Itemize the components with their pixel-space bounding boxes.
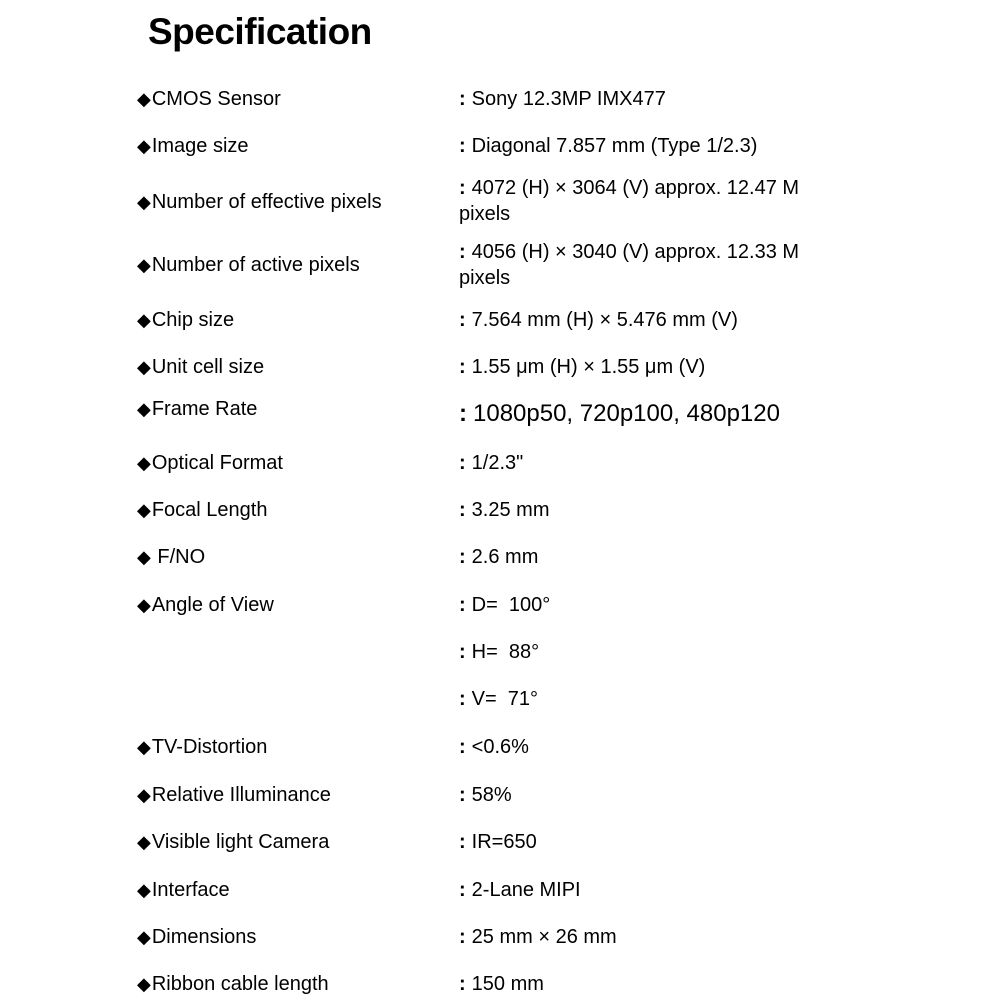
diamond-bullet-icon: ◆ [137,927,151,947]
spec-value: : 4072 (H) × 3064 (V) approx. 12.47 M pixels [459,177,800,225]
spec-value: : 58% [459,784,512,806]
spec-value: : Diagonal 7.857 mm (Type 1/2.3) [459,135,758,157]
spec-value: : H= 88° [459,641,540,663]
spec-label: ◆ F/NO [137,546,206,568]
spec-value: : IR=650 [459,831,537,853]
spec-value: : <0.6% [459,736,529,758]
spec-value: : 2.6 mm [459,546,539,568]
page-title: Specification [148,11,372,52]
diamond-bullet-icon: ◆ [137,595,151,615]
spec-label: ◆Image size [137,135,249,157]
spec-label: ◆Chip size [137,309,235,331]
spec-value: : 1080p50, 720p100, 480p120 [459,400,780,427]
spec-value: : 1.55 μm (H) × 1.55 μm (V) [459,356,706,378]
diamond-bullet-icon: ◆ [137,89,151,109]
spec-value: : 1/2.3" [459,452,524,474]
spec-value: : Sony 12.3MP IMX477 [459,88,666,110]
diamond-bullet-icon: ◆ [137,832,151,852]
spec-label: ◆Focal Length [137,499,268,521]
spec-label: ◆Visible light Camera [137,831,330,853]
diamond-bullet-icon: ◆ [137,500,151,520]
diamond-bullet-icon: ◆ [137,310,151,330]
spec-value: : 3.25 mm [459,499,550,521]
spec-label: ◆Number of effective pixels [137,191,382,213]
spec-label: ◆Frame Rate [137,398,258,420]
diamond-bullet-icon: ◆ [137,255,151,275]
spec-value: : 2-Lane MIPI [459,879,581,901]
spec-label: ◆Relative Illuminance [137,784,331,806]
spec-label: ◆Number of active pixels [137,254,360,276]
spec-label: ◆CMOS Sensor [137,88,281,110]
spec-value: : D= 100° [459,594,551,616]
spec-label: ◆Ribbon cable length [137,973,329,995]
diamond-bullet-icon: ◆ [137,192,151,212]
spec-label: ◆Angle of View [137,594,274,616]
diamond-bullet-icon: ◆ [137,737,151,757]
spec-label: ◆Dimensions [137,926,257,948]
diamond-bullet-icon: ◆ [137,453,151,473]
diamond-bullet-icon: ◆ [137,974,151,994]
diamond-bullet-icon: ◆ [137,785,151,805]
spec-value: : V= 71° [459,688,539,710]
spec-value: : 4056 (H) × 3040 (V) approx. 12.33 M pixels [459,241,800,289]
diamond-bullet-icon: ◆ [137,136,151,156]
spec-value: : 150 mm [459,973,544,995]
spec-label: ◆Interface [137,879,230,901]
spec-label: ◆Optical Format [137,452,283,474]
spec-label: ◆TV-Distortion [137,736,268,758]
diamond-bullet-icon: ◆ [137,399,151,419]
spec-label: ◆Unit cell size [137,356,265,378]
diamond-bullet-icon: ◆ [137,880,151,900]
diamond-bullet-icon: ◆ [137,547,151,567]
spec-value: : 7.564 mm (H) × 5.476 mm (V) [459,309,738,331]
diamond-bullet-icon: ◆ [137,357,151,377]
spec-value: : 25 mm × 26 mm [459,926,617,948]
